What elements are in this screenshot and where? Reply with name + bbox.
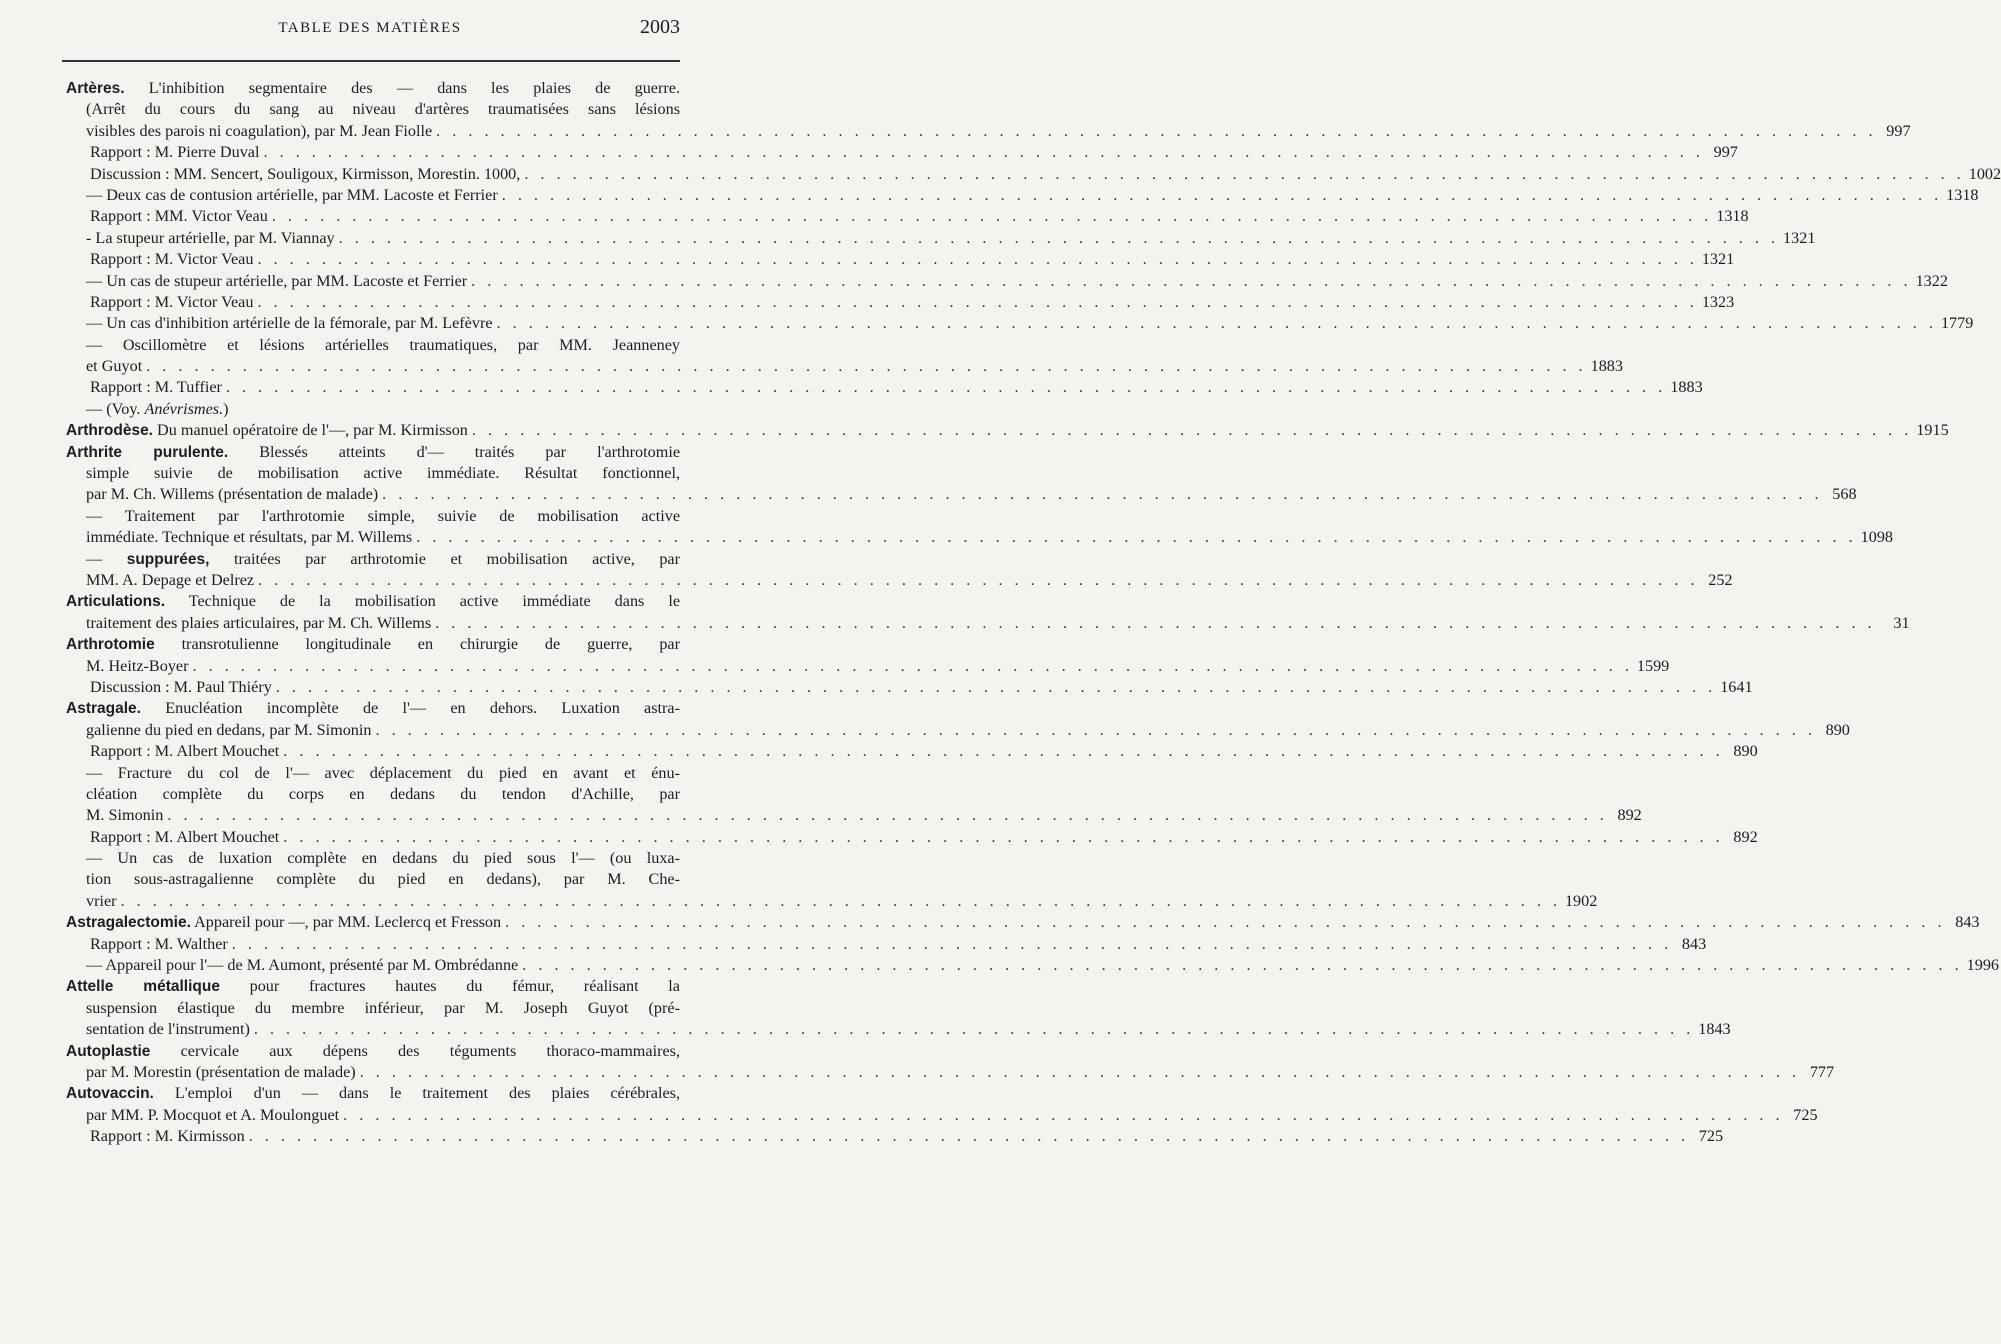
page-reference: 892 bbox=[1733, 827, 1758, 846]
entry-text: Artères. L'inhibition segmentaire des — dans les plaies de guerre. bbox=[66, 79, 680, 97]
entry-text: Attelle métallique pour fractures hautes du fémur, réalisant la bbox=[66, 977, 680, 996]
page-reference: 1318 bbox=[1946, 185, 1979, 204]
dot-leader bbox=[250, 1019, 1698, 1040]
page-reference: 890 bbox=[1733, 742, 1758, 761]
index-line bbox=[66, 206, 1749, 227]
dot-leader bbox=[163, 805, 1611, 826]
index-line bbox=[66, 827, 1758, 848]
page-reference: 568 bbox=[1832, 485, 1857, 504]
page-reference: 843 bbox=[1681, 934, 1707, 953]
page-reference: 1915 bbox=[1916, 421, 1949, 440]
dot-leader bbox=[245, 1126, 1693, 1147]
index-line bbox=[66, 356, 1623, 377]
entry-text: — Fracture du col de l'— avec déplacement du pied en avant et énu- bbox=[86, 763, 680, 782]
page-reference: 1883 bbox=[1590, 357, 1623, 376]
entry-text: Rapport : M. Albert Mouchet bbox=[90, 742, 280, 761]
entry-text: Rapport : M. Tuffier bbox=[90, 378, 222, 397]
page-reference: 1843 bbox=[1698, 1020, 1731, 1039]
index-line bbox=[66, 656, 1670, 677]
index-line bbox=[66, 912, 1980, 933]
entry-text: Astragale. Enucléation incomplète de l'— en dehors. Luxation astra- bbox=[66, 699, 680, 718]
entry-text: Rapport : M. Albert Mouchet bbox=[90, 827, 280, 846]
page-reference: 1599 bbox=[1636, 656, 1670, 675]
dot-leader bbox=[117, 891, 1565, 912]
dot-leader bbox=[432, 121, 1880, 142]
dot-leader bbox=[254, 570, 1702, 591]
index-line bbox=[66, 484, 1857, 505]
dot-leader bbox=[371, 720, 1819, 741]
index-line bbox=[66, 1019, 1731, 1040]
dot-leader bbox=[268, 206, 1716, 227]
index-line bbox=[66, 506, 680, 527]
entry-text: Rapport : M. Walther bbox=[90, 934, 228, 953]
index-line bbox=[66, 377, 1703, 398]
index-line bbox=[66, 78, 680, 99]
page-reference: 1323 bbox=[1701, 292, 1735, 311]
entry-text: suspension élastique du membre inférieur, par M. Joseph Guyot (pré- bbox=[86, 998, 680, 1017]
index-line bbox=[66, 121, 1911, 142]
entry-text: — Appareil pour l'— de M. Aumont, présenté par M. Ombrédanne bbox=[86, 956, 519, 975]
entry-text: Autovaccin. L'emploi d'un — dans le traitement des plaies cérébrales, bbox=[66, 1084, 680, 1103]
entry-text: Arthrotomie transrotulienne longitudinale en chirurgie de guerre, par bbox=[66, 635, 680, 654]
dot-leader bbox=[253, 249, 1701, 270]
entry-text: Discussion : M. Paul Thiéry bbox=[90, 677, 272, 696]
entry-text: — Deux cas de contusion artérielle, par MM. Lacoste et Ferrier bbox=[86, 185, 498, 204]
index-content bbox=[66, 78, 2001, 1148]
page-reference: 1641 bbox=[1720, 677, 1753, 696]
index-line bbox=[66, 998, 680, 1019]
dot-leader bbox=[339, 1105, 1787, 1126]
index-line bbox=[66, 335, 680, 356]
index-line bbox=[66, 313, 1974, 334]
entry-text: Discussion : MM. Sencert, Souligoux, Kirmisson, Morestin. 1000, bbox=[90, 164, 521, 183]
page-reference: 1002 bbox=[1968, 164, 2001, 183]
entry-text: — Un cas de stupeur artérielle, par MM. Lacoste et Ferrier bbox=[86, 271, 468, 290]
entry-text: immédiate. Technique et résultats, par M. Willems bbox=[86, 528, 413, 547]
dot-leader bbox=[279, 827, 1727, 848]
index-line bbox=[66, 442, 680, 463]
page-reference: 843 bbox=[1955, 913, 1980, 932]
dot-leader bbox=[335, 228, 1783, 249]
index-line bbox=[66, 591, 680, 612]
entry-text: Rapport : M. Victor Veau bbox=[90, 292, 254, 311]
running-title: TABLE DES MATIÈRES bbox=[278, 20, 462, 36]
index-line bbox=[66, 741, 1758, 762]
page-reference: 1321 bbox=[1783, 228, 1816, 247]
page-header bbox=[60, 14, 680, 44]
dot-leader bbox=[493, 313, 1941, 334]
entry-text: et Guyot bbox=[86, 357, 143, 376]
page-reference: 725 bbox=[1793, 1105, 1818, 1124]
page-reference: 725 bbox=[1698, 1127, 1724, 1146]
index-line bbox=[66, 570, 1733, 591]
page-reference: 1318 bbox=[1716, 207, 1749, 226]
entry-text: Rapport : M. Victor Veau bbox=[90, 250, 254, 269]
entry-text: Astragalectomie. Appareil pour —, par MM. Leclercq et Fresson bbox=[66, 913, 502, 932]
index-line bbox=[66, 164, 2001, 185]
entry-text: visibles des parois ni coagulation), par M. Jean Fiolle bbox=[86, 121, 433, 140]
index-line bbox=[66, 1041, 680, 1062]
dot-leader bbox=[260, 142, 1708, 163]
index-line bbox=[66, 228, 1816, 249]
index-line bbox=[66, 549, 680, 570]
entry-text: sentation de l'instrument) bbox=[86, 1020, 250, 1039]
header-rule bbox=[62, 60, 680, 62]
entry-text: Rapport : MM. Victor Veau bbox=[90, 207, 268, 226]
entry-text: M. Heitz-Boyer bbox=[86, 656, 189, 675]
entry-text: MM. A. Depage et Delrez bbox=[86, 570, 255, 589]
entry-text: Arthrite purulente. Blessés atteints d'— traités par l'arthrotomie bbox=[66, 442, 680, 461]
dot-leader bbox=[501, 912, 1949, 933]
index-line bbox=[66, 934, 1707, 955]
dot-leader bbox=[468, 420, 1916, 441]
page-reference: 1996 bbox=[1966, 956, 2000, 975]
index-line bbox=[66, 720, 1850, 741]
page-reference: 892 bbox=[1617, 806, 1642, 825]
index-line bbox=[66, 1105, 1818, 1126]
entry-text: Rapport : M. Pierre Duval bbox=[90, 143, 260, 162]
page-reference: 1321 bbox=[1701, 250, 1735, 269]
dot-leader bbox=[222, 377, 1670, 398]
entry-text: M. Simonin bbox=[86, 806, 164, 825]
index-line bbox=[66, 527, 1893, 548]
index-line bbox=[66, 185, 1979, 206]
entry-text: simple suivie de mobilisation active immédiate. Résultat fonctionnel, bbox=[86, 464, 680, 483]
index-line bbox=[66, 99, 680, 120]
entry-text: par MM. P. Mocquot et A. Moulonguet bbox=[86, 1105, 340, 1124]
entry-text: Arthrodèse. Du manuel opératoire de l'—, par M. Kirmisson bbox=[66, 421, 468, 440]
index-line bbox=[66, 463, 680, 484]
index-line bbox=[66, 1126, 1724, 1147]
page-reference: 890 bbox=[1825, 720, 1850, 739]
page-reference: 1902 bbox=[1564, 891, 1598, 910]
index-line bbox=[66, 142, 1738, 163]
dot-leader bbox=[412, 527, 1860, 548]
index-line bbox=[66, 869, 680, 890]
entry-text: vrier bbox=[86, 891, 117, 910]
entry-text: — (Voy. Anévrismes.) bbox=[86, 399, 229, 418]
dot-leader bbox=[356, 1062, 1804, 1083]
dot-leader bbox=[498, 185, 1946, 206]
page-reference: 777 bbox=[1809, 1062, 1835, 1081]
entry-text: par M. Morestin (présentation de malade) bbox=[86, 1062, 356, 1081]
index-line bbox=[66, 1083, 680, 1104]
index-line bbox=[66, 976, 680, 997]
dot-leader bbox=[253, 292, 1701, 313]
entry-text: — Oscillomètre et lésions artérielles traumatiques, par MM. Jeanneney bbox=[86, 335, 680, 354]
entry-text: — Un cas de luxation complète en dedans du pied sous l'— (ou luxa- bbox=[86, 849, 680, 868]
entry-text: cléation complète du corps en dedans du tendon d'Achille, par bbox=[86, 784, 680, 803]
entry-text: - La stupeur artérielle, par M. Viannay bbox=[86, 228, 335, 247]
index-line bbox=[66, 249, 1735, 270]
entry-text: — Traitement par l'arthrotomie simple, suivie de mobilisation active bbox=[86, 506, 680, 525]
index-line bbox=[66, 399, 680, 420]
dot-leader bbox=[431, 613, 1879, 634]
index-line bbox=[66, 763, 680, 784]
index-line bbox=[66, 698, 680, 719]
index-line bbox=[66, 634, 680, 655]
dot-leader bbox=[272, 677, 1720, 698]
entry-text: traitement des plaies articulaires, par M. Ch. Willems bbox=[86, 613, 432, 632]
dot-leader bbox=[279, 741, 1727, 762]
index-line bbox=[66, 784, 680, 805]
index-line bbox=[66, 677, 1753, 698]
page-reference: 997 bbox=[1886, 121, 1911, 140]
page-reference: 31 bbox=[1893, 613, 1910, 632]
index-line bbox=[66, 271, 1948, 292]
page-reference: 1098 bbox=[1860, 528, 1893, 547]
page-reference: 1779 bbox=[1940, 314, 1974, 333]
entry-text: Articulations. Technique de la mobilisation active immédiate dans le bbox=[66, 592, 680, 611]
index-line bbox=[66, 955, 2000, 976]
index-line bbox=[66, 420, 1949, 441]
dot-leader bbox=[520, 164, 1968, 185]
dot-leader bbox=[518, 955, 1966, 976]
page-reference: 997 bbox=[1713, 143, 1738, 162]
entry-text: — suppurées, traitées par arthrotomie et mobilisation active, par bbox=[86, 549, 680, 568]
dot-leader bbox=[228, 934, 1676, 955]
dot-leader bbox=[467, 271, 1915, 292]
entry-text: — Un cas d'inhibition artérielle de la fémorale, par M. Lefèvre bbox=[86, 314, 493, 333]
index-line bbox=[66, 1062, 1835, 1083]
page-reference: 1883 bbox=[1670, 378, 1703, 397]
dot-leader bbox=[378, 484, 1826, 505]
entry-text: tion sous-astragalienne complète du pied en dedans), par M. Che- bbox=[86, 870, 680, 889]
entry-text: par M. Ch. Willems (présentation de malade) bbox=[86, 485, 379, 504]
index-line bbox=[66, 292, 1735, 313]
page-reference: 252 bbox=[1708, 570, 1733, 589]
dot-leader bbox=[189, 656, 1637, 677]
entry-text: Rapport : M. Kirmisson bbox=[90, 1127, 245, 1146]
index-line bbox=[66, 848, 680, 869]
index-line bbox=[66, 805, 1642, 826]
page-reference: 1322 bbox=[1915, 271, 1948, 290]
index-line bbox=[66, 613, 1910, 634]
entry-text: Autoplastie cervicale aux dépens des téguments thoraco-mammaires, bbox=[66, 1041, 680, 1060]
page-number: 2003 bbox=[640, 16, 680, 38]
entry-text: galienne du pied en dedans, par M. Simonin bbox=[86, 720, 372, 739]
entry-text: (Arrêt du cours du sang au niveau d'artères traumatisées sans lésions bbox=[86, 100, 680, 119]
index-line bbox=[66, 891, 1598, 912]
dot-leader bbox=[142, 356, 1590, 377]
